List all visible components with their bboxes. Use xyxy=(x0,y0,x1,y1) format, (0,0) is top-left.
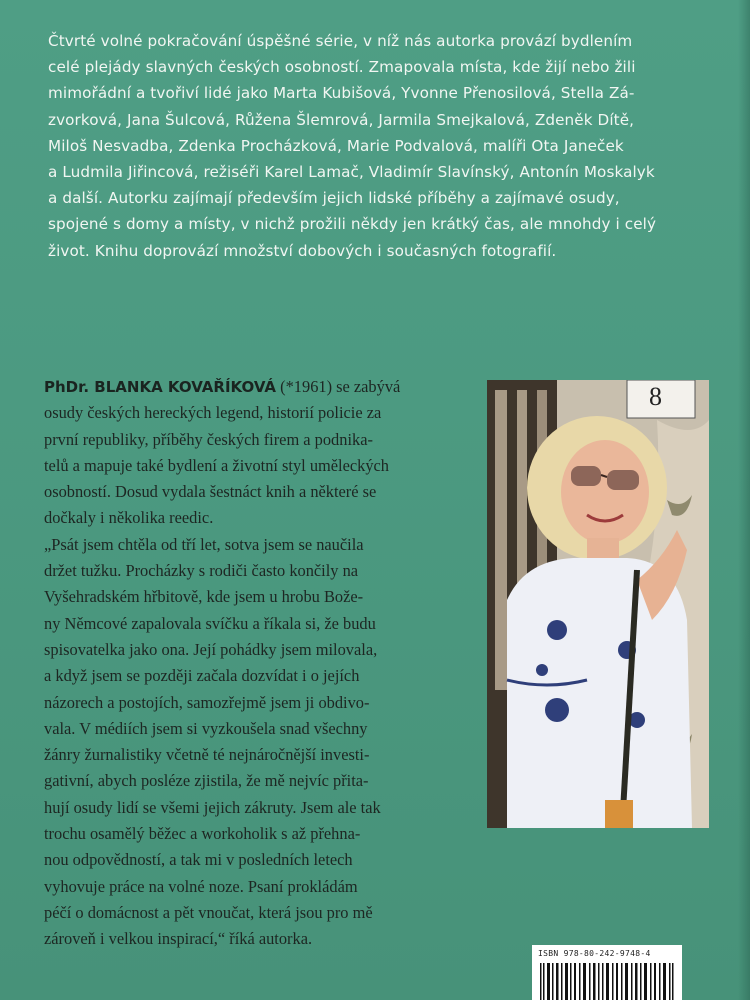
bio-line: telů a mapuje také bydlení a životní styl uměleckých xyxy=(44,455,390,475)
author-name: PhDr. BLANKA KOVAŘÍKOVÁ xyxy=(44,378,277,396)
house-number: 8 xyxy=(649,382,662,411)
author-birth-year: (*1961) se zabývá xyxy=(276,377,401,396)
blurb-line: mimořádní a tvořiví lidé jako Marta Kubišová, Yvonne Přenosilová, Stella Zá- xyxy=(48,84,635,103)
isbn-number: ISBN 978-80-242-9748-4 xyxy=(538,949,651,958)
bio-line: „Psát jsem chtěla od tří let, sotva jsem se naučila xyxy=(44,534,364,554)
blurb-line: život. Knihu doprovází množství dobových i současných fotografií. xyxy=(48,241,557,260)
author-photo xyxy=(487,380,709,828)
bio-line: vala. V médiích jsem si vyzkoušela snad všechny xyxy=(44,718,368,738)
bio-line: péčí o domácnost a pět vnoučat, která jsou pro mě xyxy=(44,902,373,922)
bio-line: Vyšehradském hřbitově, kde jsem u hrobu Bože- xyxy=(44,587,364,607)
blurb-line: Čtvrté volné pokračování úspěšné série, v níž nás autorka provází bydlením xyxy=(48,32,633,50)
isbn-barcode xyxy=(532,945,682,1000)
bio-line: vyhovuje práce na volné noze. Psaní prokládám xyxy=(44,876,358,896)
bio-line: osobností. Dosud vydala šestnáct knih a některé se xyxy=(44,482,377,502)
bio-line: zároveň i velkou inspirací,“ říká autorka. xyxy=(44,929,313,949)
bio-line: nou odpovědností, a tak mi v posledních letech xyxy=(44,850,353,870)
cover-edge-shadow xyxy=(738,0,750,1000)
bio-line: držet tužku. Procházky s rodiči často končily na xyxy=(44,561,359,581)
author-bio xyxy=(44,374,484,953)
blurb-line: spojené s domy a místy, v nichž prožili někdy jen krátký čas, ale mnohdy i celý xyxy=(48,215,657,234)
blurb-line: celé plejády slavných českých osobností. Zmapovala místa, kde žijí nebo žili xyxy=(48,58,636,77)
blurb-line: a Ludmila Jiřincová, režiséři Karel Lamač, Vladimír Slavínský, Antonín Moskalyk xyxy=(48,163,655,182)
bio-line: a když jsem se později začala dozvídat i o jejích xyxy=(44,666,360,686)
bio-line: dočkaly i několika reedic. xyxy=(44,508,214,528)
bio-line: hují osudy lidí se všemi jejich zákruty. Jsem ale tak xyxy=(44,797,381,817)
bio-first-line xyxy=(44,374,484,400)
bio-line: žánry žurnalistiky včetně té nejnáročnější investi- xyxy=(44,745,370,765)
blurb-line: Miloš Nesvadba, Zdenka Procházková, Marie Podvalová, malíři Ota Janeček xyxy=(48,136,624,155)
bio-line: osudy českých hereckých legend, historií policie za xyxy=(44,403,382,423)
blurb-line: a další. Autorku zajímají především jejich lidské příběhy a zajímavé osudy, xyxy=(48,189,620,208)
book-blurb xyxy=(48,28,713,264)
bio-line: ny Němcové zapalovala svíčku a říkala si, že budu xyxy=(44,613,376,633)
bio-line: trochu osamělý běžec a workoholik s až přehna- xyxy=(44,824,361,844)
blurb-line: zvorková, Jana Šulcová, Růžena Šlemrová, Jarmila Smejkalová, Zdeněk Dítě, xyxy=(48,110,635,129)
bio-line: názorech a postojích, samozřejmě jsem ji obdivo- xyxy=(44,692,370,712)
bio-line: gativní, abych posléze zjistila, že mě nejvíc přita- xyxy=(44,771,369,791)
barcode-bars xyxy=(538,961,676,1000)
bio-line: spisovatelka jako ona. Její pohádky jsem milovala, xyxy=(44,639,378,659)
bio-line: první republiky, příběhy českých firem a podnika- xyxy=(44,429,373,449)
